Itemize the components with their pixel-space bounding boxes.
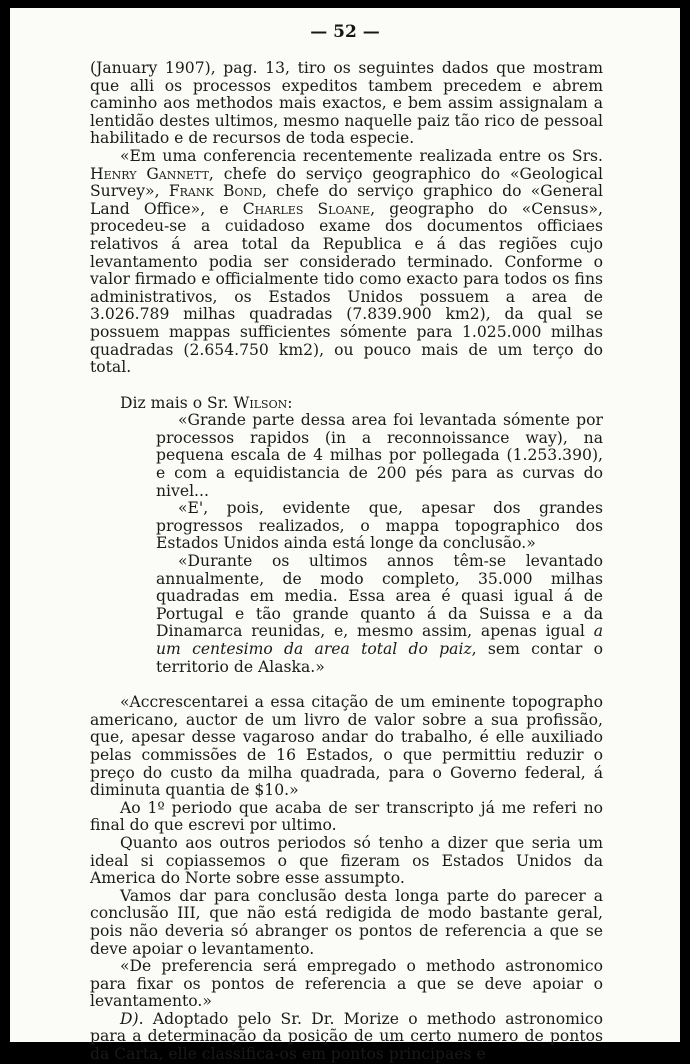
paragraph-6: Quanto aos outros periodos só tenho a dizer que seria um ideal si copiassemos o que fizeram os Estados Unidos da America do Norte sobre esse assumpto. [90, 833, 603, 888]
name-charles-sloane: Charles Sloane [242, 199, 371, 218]
quote-paragraph-2: «E', pois, evidente que, apesar dos grandes progressos realizados, o mappa topographico dos Estados Unidos ainda está longe da conclusão.» [156, 499, 603, 553]
name-frank-bond: Frank Bond [168, 182, 262, 201]
quote-paragraph-1: «Grande parte dessa area foi levantada sómente por processos rapidos (in a reconnoissance way), na pequena escala de 4 milhas por pollegada (1.253.390), e com a equidistancia de 200 pés para as curvas do nivel... [156, 411, 603, 500]
paragraph-8: «De preferencia será empregado o methodo astronomico para fixar os pontos de referencia a que se deve apoiar o levantamento.» [90, 957, 603, 1011]
page-number: — 52 — [310, 22, 380, 42]
paragraph-7: Vamos dar para conclusão desta longa parte do parecer a conclusão III, que não está redigida de modo bastante geral, pois não deveria só abranger os pontos de referencia a que se deve apoiar o levantamento. [90, 886, 603, 958]
book-page [10, 8, 680, 1064]
name-wilson: Wilson [233, 393, 288, 412]
block-quote [90, 412, 603, 676]
paragraph-1: (January 1907), pag. 13, tiro os seguintes dados que mostram que alli os processos expeditos tambem precedem e abrem caminho aos methodos mais exactos, e bem assim assignalam a lentidão destes ultimos, mesmo naquelle paiz tão rico de pessoal habilitado e de recursos de toda especie. [90, 59, 604, 148]
italic-phrase: a um centesimo da area total do paiz [156, 622, 603, 658]
name-henry-gannett: Henry Gannett [90, 164, 209, 183]
paragraph-9: D). Adoptado pelo Sr. Dr. Morize o methodo astronomico para a determinação da posição de um certo numero de pontos da Carta, elle classifica-os em pontos principaes e [90, 1009, 603, 1064]
paragraph-2: «Em uma conferencia recentemente realizada entre os Srs. Henry Gannett, chefe do serviço geographico do «Geological Survey», Frank Bond, chefe do serviço graphico do «General Land Office», e Charles Sloane, geographo do «Census», procedeu-se a cuidadoso exame dos documentos officiaes relativos á area total da Republica e á das regiões cujo levantamento podia ser considerado terminado. Conforme o valor firmado e officialmente tido como exacto para todos os fins administrativos, os Estados Unidos possuem a area de 3.026.789 milhas quadradas (7.839.900 km2), da qual se possuem mappas sufficientes sómente para 1.025.000 milhas quadradas (2.654.750 km2), ou pouco mais de um terço do total. [90, 146, 604, 377]
section-label-d: D) [120, 1009, 139, 1028]
page-body [90, 60, 603, 1064]
paragraph-4: «Accrescentarei a essa citação de um eminente topographo americano, auctor de um livro de valor sobre a sua profissão, que, apesar desse vagaroso andar do trabalho, é elle auxiliado pelas commissões de 16 Estados, o que permittiu reduzir o preço do custo da milha quadrada, para o Governo federal, á diminuta quantia de $10.» [90, 693, 603, 800]
paragraph-5: Ao 1º periodo que acaba de ser transcripto já me referi no final do que escrevi por ultimo. [90, 798, 603, 835]
quote-intro: Diz mais o Sr. Wilson: [120, 393, 293, 412]
quote-paragraph-3: «Durante os ultimos annos têm-se levantado annualmente, de modo completo, 35.000 milhas quadradas em media. Essa area é quasi igual á de Portugal e tão grande quanto á da Suissa e a da Dinamarca reunidas, e, mesmo assim, apenas igual a um centesimo da area total do paiz, sem contar o territorio de Alaska.» [156, 552, 603, 676]
